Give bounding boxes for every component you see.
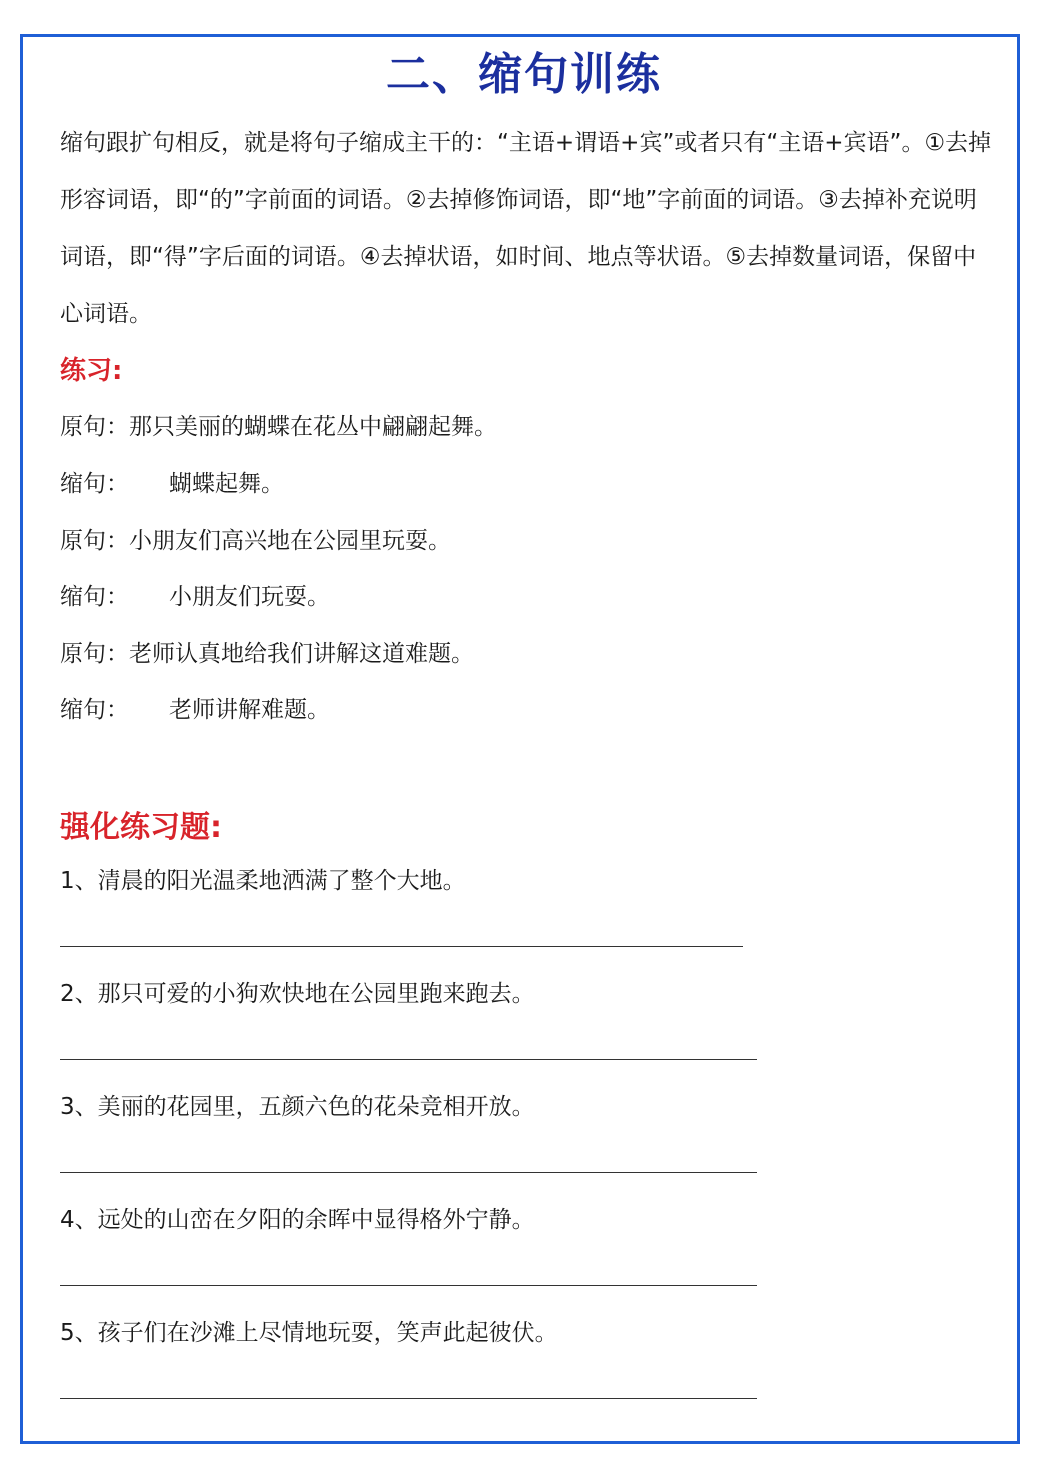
example-original: [60, 408, 497, 441]
example-text: 老师认真地给我们讲解这道难题。: [129, 641, 474, 667]
example-text: 老师讲解难题。: [169, 697, 330, 723]
exercise-item: 3、美丽的花园里，五颜六色的花朵竞相开放。: [60, 1094, 535, 1120]
answer-line[interactable]: [60, 1172, 757, 1173]
example-condensed: [60, 691, 330, 724]
page-title: 二、缩句训练: [386, 49, 662, 100]
example-original: [60, 635, 474, 668]
example-label: 原句：: [60, 528, 129, 554]
answer-line[interactable]: [60, 1059, 757, 1060]
example-condensed: [60, 578, 330, 611]
example-text: 蝴蝶起舞。: [169, 471, 284, 497]
example-label: 原句：: [60, 641, 129, 667]
example-original: [60, 522, 451, 555]
example-text: 那只美丽的蝴蝶在花丛中翩翩起舞。: [129, 414, 497, 440]
example-label: 缩句：: [60, 697, 129, 723]
example-label: 缩句：: [60, 584, 129, 610]
example-label: 原句：: [60, 414, 129, 440]
exercises-heading: 强化练习题:: [60, 810, 222, 845]
practice-heading: 练习:: [60, 356, 123, 386]
answer-line[interactable]: [60, 1285, 757, 1286]
answer-line[interactable]: [60, 1398, 757, 1399]
intro-paragraph: 缩句跟扩句相反，就是将句子缩成主干的：“主语+谓语+宾”或者只有“主语+宾语”。①去掉形容词语，即“的”字前面的词语。②去掉修饰词语，即“地”字前面的词语。③去掉补充说明词语，即“得”字后面的词语。④去掉状语，如时间、地点等状语。⑤去掉数量词语，保留中心词语。: [60, 130, 992, 327]
example-text: 小朋友们玩耍。: [169, 584, 330, 610]
answer-line[interactable]: [60, 946, 743, 947]
exercise-item: 2、那只可爱的小狗欢快地在公园里跑来跑去。: [60, 981, 535, 1007]
exercise-item: 5、孩子们在沙滩上尽情地玩耍，笑声此起彼伏。: [60, 1320, 558, 1346]
exercise-item: 4、远处的山峦在夕阳的余晖中显得格外宁静。: [60, 1207, 535, 1233]
example-label: 缩句：: [60, 471, 129, 497]
exercise-item: 1、清晨的阳光温柔地洒满了整个大地。: [60, 868, 466, 894]
example-text: 小朋友们高兴地在公园里玩耍。: [129, 528, 451, 554]
example-condensed: [60, 465, 284, 498]
